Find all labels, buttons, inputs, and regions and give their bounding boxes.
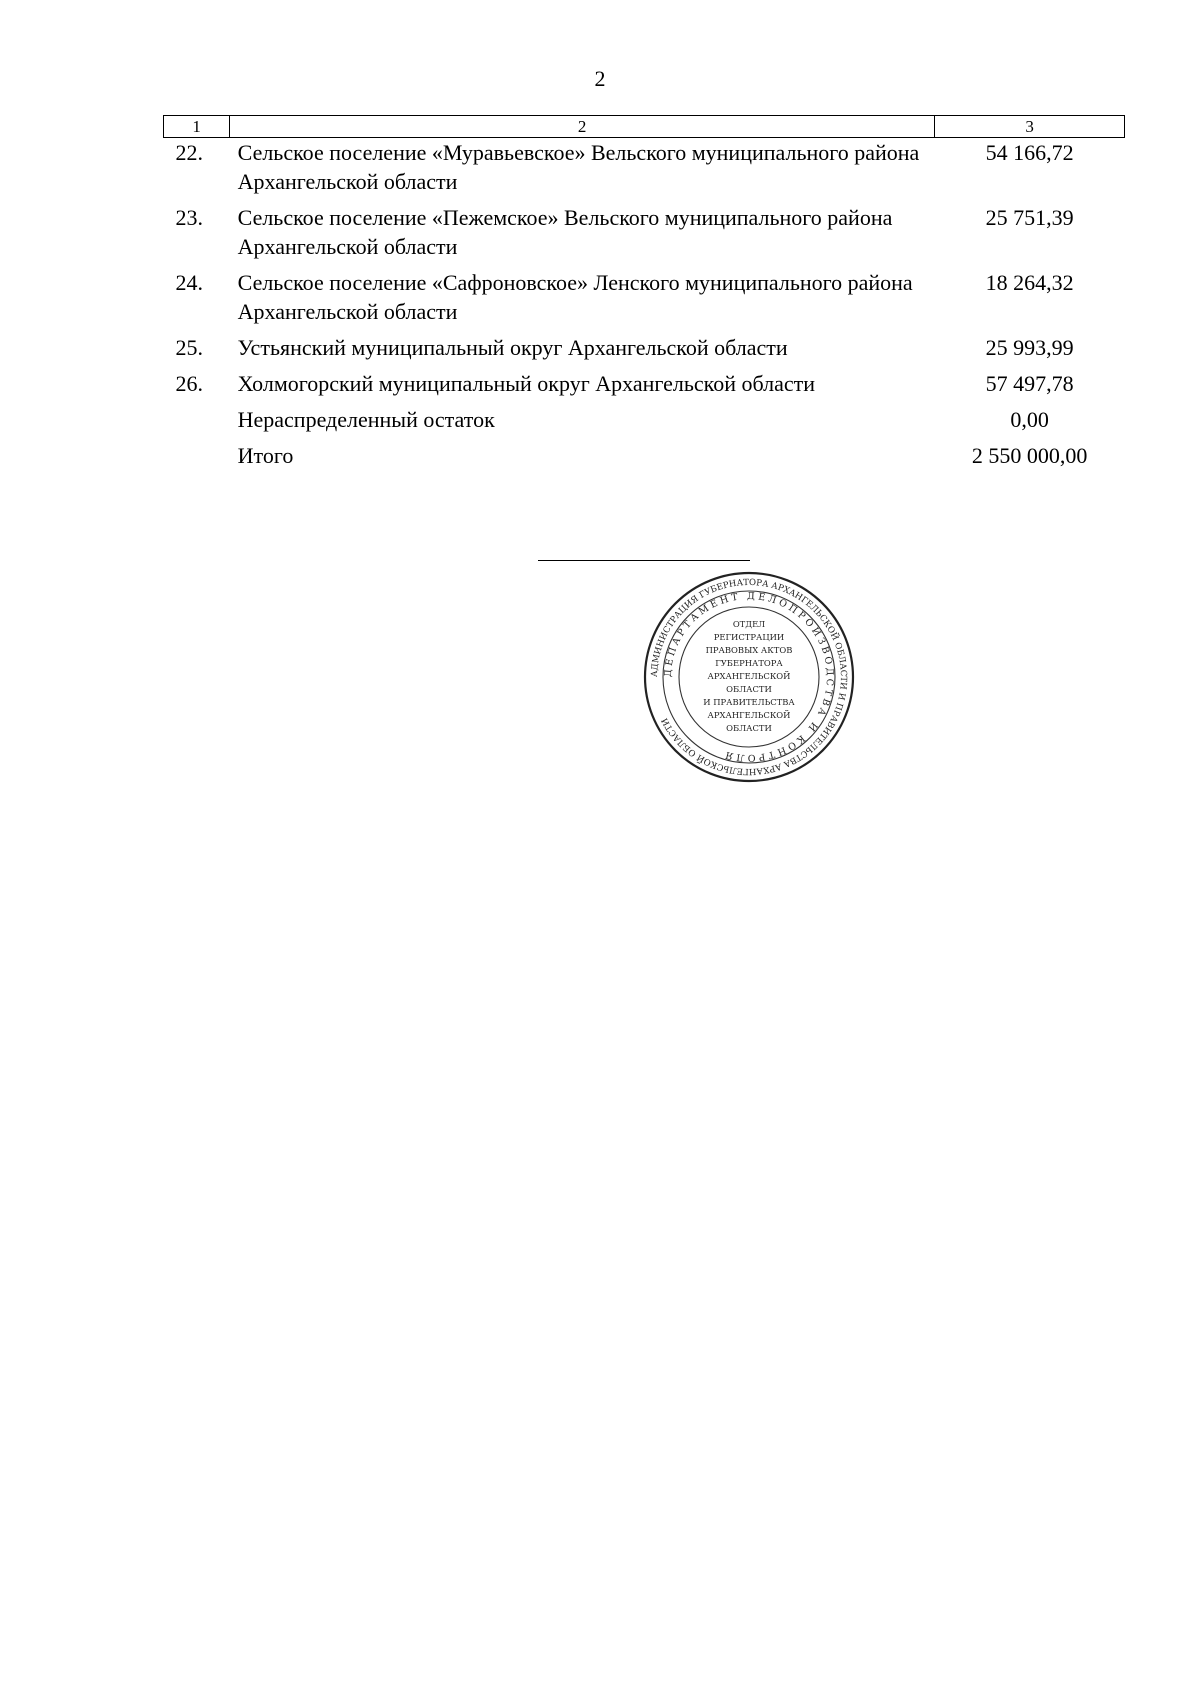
row-name: Сельское поселение «Муравьевское» Вельского муниципального района Архангельской области <box>237 140 920 194</box>
svg-text:ОБЛАСТИ: ОБЛАСТИ <box>726 684 772 694</box>
row-value: 25 751,39 <box>985 205 1074 230</box>
row-name: Итого <box>237 443 294 468</box>
row-name: Сельское поселение «Пежемское» Вельского муниципального района Архангельской области <box>237 205 893 259</box>
row-number <box>164 405 230 441</box>
row-number: 23. <box>175 205 203 230</box>
row-name: Устьянский муниципальный округ Архангельской области <box>237 335 788 360</box>
svg-text:И ПРАВИТЕЛЬСТВА: И ПРАВИТЕЛЬСТВА <box>703 697 795 707</box>
row-value: 2 550 000,00 <box>971 443 1088 468</box>
row-value: 57 497,78 <box>985 371 1074 396</box>
svg-text:ОБЛАСТИ: ОБЛАСТИ <box>726 723 772 733</box>
row-name: Сельское поселение «Сафроновское» Ленского муниципального района Архангельской области <box>237 270 913 324</box>
row-number: 22. <box>175 140 203 165</box>
row-name: Нераспределенный остаток <box>237 407 495 432</box>
page-number: 2 <box>594 66 606 91</box>
table-row <box>164 333 1125 369</box>
signature-line <box>538 560 750 561</box>
table-row-unallocated <box>164 405 1125 441</box>
row-value: 18 264,32 <box>985 270 1074 295</box>
row-number: 25. <box>175 335 203 360</box>
stamp-ring-text: АДМИНИСТРАЦИЯ ГУБЕРНАТОРА АРХАНГЕЛЬСКОЙ ОБЛАСТИ И ПРАВИТЕЛЬСТВА АРХАНГЕЛЬСКОЙ ОБЛАСТИ <box>649 577 849 777</box>
row-value: 54 166,72 <box>985 140 1074 165</box>
table-row <box>164 369 1125 405</box>
svg-text:РЕГИСТРАЦИИ: РЕГИСТРАЦИИ <box>713 632 785 642</box>
row-number: 24. <box>175 270 203 295</box>
distribution-table <box>163 115 1125 477</box>
row-name: Холмогорский муниципальный округ Архангельской области <box>237 371 816 396</box>
column-header-3: 3 <box>935 116 1125 138</box>
svg-text:ОТДЕЛ: ОТДЕЛ <box>732 619 766 629</box>
table-row-total <box>164 441 1125 477</box>
table-row <box>164 268 1125 333</box>
official-stamp <box>642 570 856 784</box>
svg-text:ПРАВОВЫХ АКТОВ: ПРАВОВЫХ АКТОВ <box>705 645 793 655</box>
table-row <box>164 203 1125 268</box>
row-value: 25 993,99 <box>985 335 1074 360</box>
row-number: 26. <box>175 371 203 396</box>
svg-text:ГУБЕРНАТОРА: ГУБЕРНАТОРА <box>715 658 783 668</box>
svg-text:АРХАНГЕЛЬСКОЙ: АРХАНГЕЛЬСКОЙ <box>707 671 791 681</box>
svg-text:АРХАНГЕЛЬСКОЙ: АРХАНГЕЛЬСКОЙ <box>707 710 791 720</box>
stamp-inner-ring-text: ДЕПАРТАМЕНТ ДЕЛОПРОИЗВОДСТВА И КОНТРОЛЯ <box>662 590 836 764</box>
row-number <box>164 441 230 477</box>
column-header-1: 1 <box>164 116 230 138</box>
row-value: 0,00 <box>1010 407 1049 432</box>
stamp-center-text <box>703 619 795 733</box>
table-header-row <box>164 116 1125 138</box>
column-header-2: 2 <box>230 116 935 138</box>
table-row <box>164 138 1125 204</box>
